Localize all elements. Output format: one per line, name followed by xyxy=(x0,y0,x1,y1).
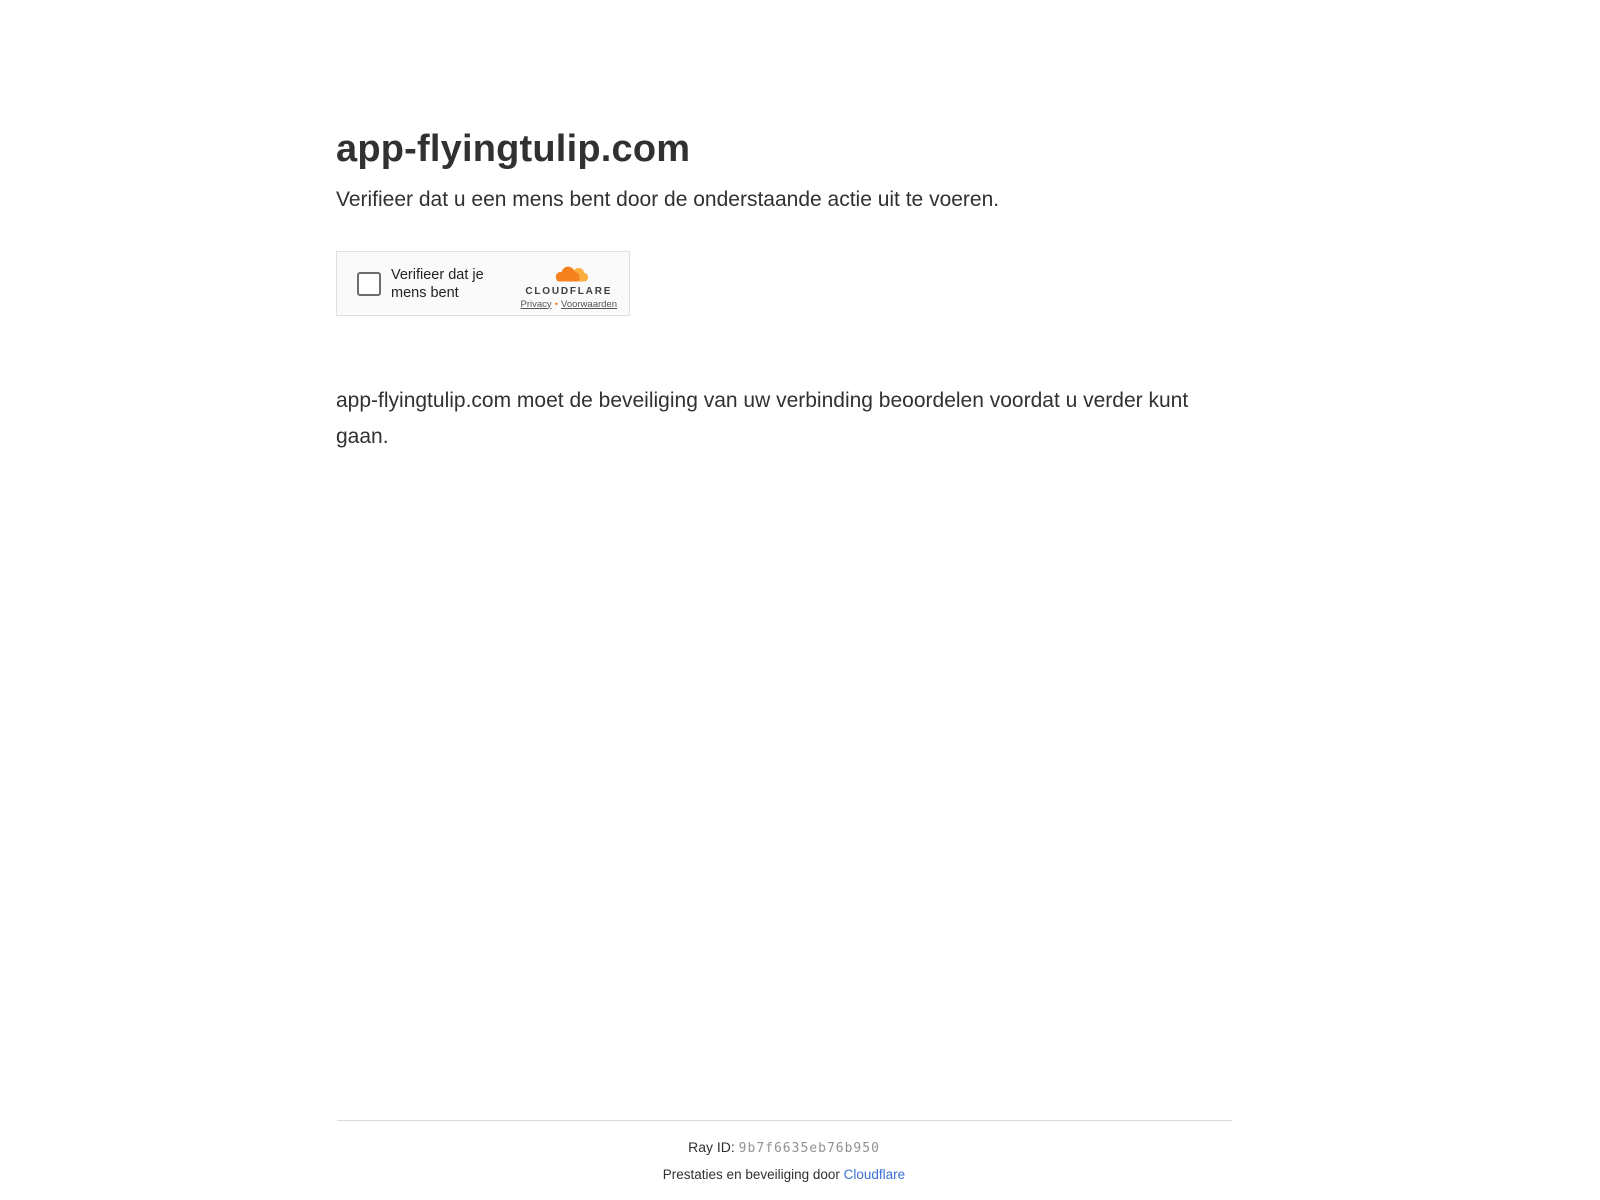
link-separator-dot: • xyxy=(554,298,559,310)
cloudflare-wordmark: CLOUDFLARE xyxy=(525,285,613,297)
cloudflare-cloud-icon xyxy=(549,264,589,285)
challenge-instruction: Verifieer dat u een mens bent door de onderstaande actie uit te voeren. xyxy=(336,188,1000,211)
page-title: app-flyingtulip.com xyxy=(336,128,691,170)
footer-credit xyxy=(336,1167,1232,1182)
ray-id-value: 9b7f6635eb76b950 xyxy=(738,1141,880,1156)
connection-review-message: app-flyingtulip.com moet de beveiliging van uw verbinding beoordelen voordat u verder kunt gaan. xyxy=(336,389,1189,448)
main-content xyxy=(336,0,1232,1200)
credit-text: Prestaties en beveiliging door xyxy=(662,1167,840,1182)
privacy-link[interactable]: Privacy xyxy=(520,298,552,310)
cloudflare-link[interactable]: Cloudflare xyxy=(843,1167,906,1182)
ray-id-line xyxy=(336,1139,1232,1156)
terms-link[interactable]: Voorwaarden xyxy=(561,298,617,310)
verify-human-checkbox-label: Verifieer dat je mens bent xyxy=(391,266,484,301)
verify-human-checkbox[interactable] xyxy=(357,272,381,296)
cloudflare-brand-block xyxy=(521,258,617,310)
turnstile-widget xyxy=(336,251,630,316)
footer-divider xyxy=(337,1120,1232,1121)
ray-id-label: Ray ID: xyxy=(688,1139,735,1155)
turnstile-legal-links xyxy=(521,299,617,310)
